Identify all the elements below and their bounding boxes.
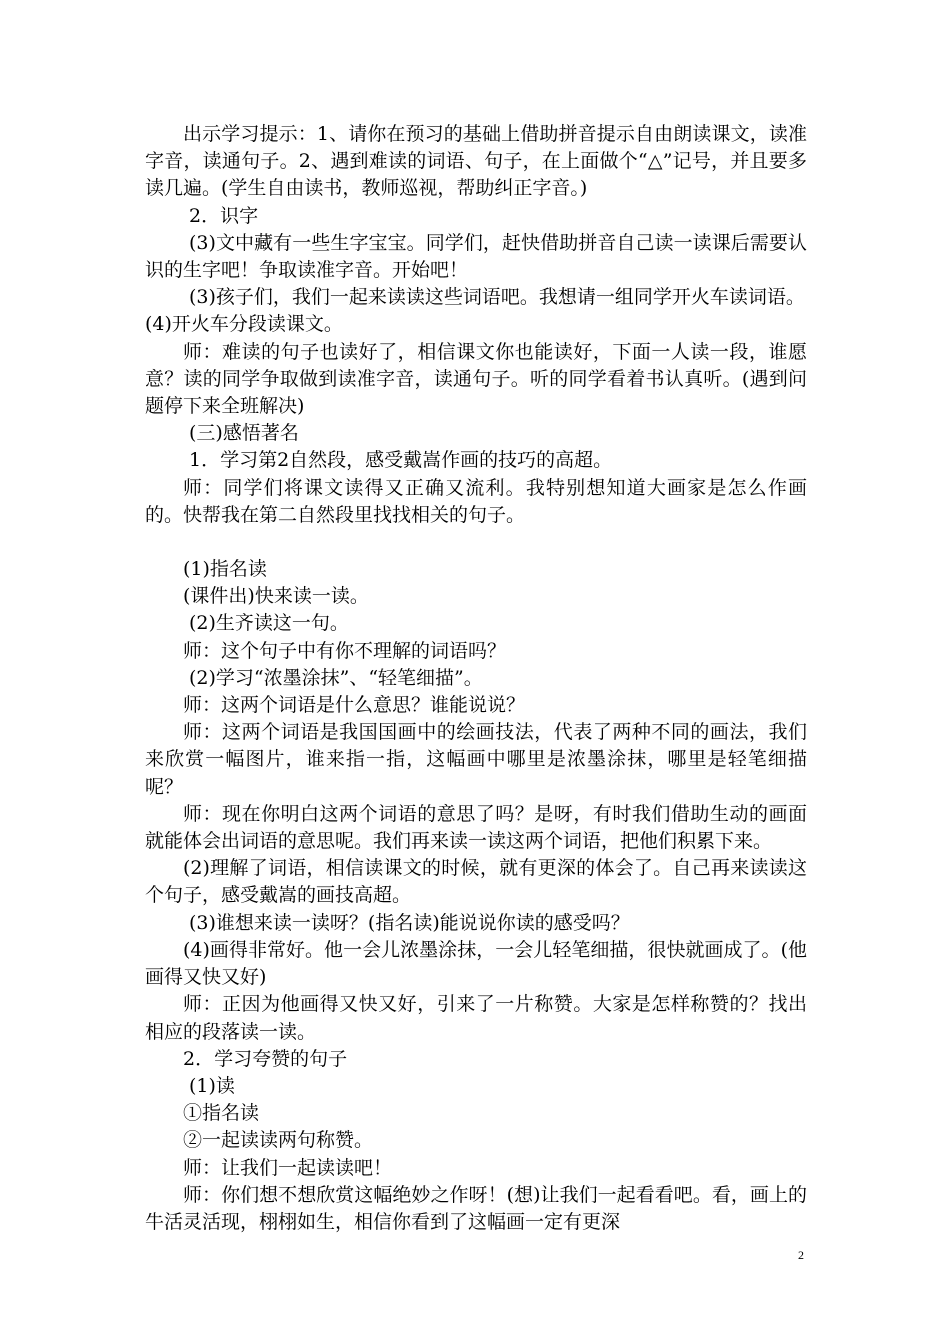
paragraph: ①指名读 [183,1102,260,1125]
paragraph: (3)孩子们，我们一起来读读这些词语吧。我想请一组同学开火车读词语。 [189,286,805,309]
paragraph: 师：这两个词语是什么意思？谁能说说？ [183,694,526,717]
paragraph: 师：正因为他画得又快又好，引来了一片称赞。大家是怎样称赞的？找出相应的段落读一读。 [145,993,807,1043]
page-number: 2 [798,1248,804,1262]
section-heading: (三)感悟著名 [189,422,299,445]
paragraph: 师：你们想不想欣赏这幅绝妙之作呀！(想)让我们一起看看吧。看，画上的牛活灵活现，栩栩如生，相信你看到了这幅画一定有更深 [145,1183,807,1233]
paragraph: (4)画得非常好。他一会儿浓墨涂抹，一会儿轻笔细描，很快就画成了。(他画得又快又好) [145,938,807,989]
paragraph: (4)开火车分段读课文。 [145,313,343,336]
paragraph: ②一起读读两句称赞。 [183,1129,374,1152]
paragraph: 师：让我们一起读读吧！ [183,1156,393,1179]
paragraph: (1)指名读 [183,558,267,581]
body-text [145,121,807,1236]
paragraph: 师：同学们将课文读得又正确又流利。我特别想知道大画家是怎么作画的。快帮我在第二自然段里找找相关的句子。 [145,476,807,526]
paragraph: (1)读 [189,1074,235,1097]
paragraph: 师：这两个词语是我国国画中的绘画技法，代表了两种不同的画法，我们来欣赏一幅图片，谁来指一指，这幅画中哪里是浓墨涂抹，哪里是轻笔细描呢？ [145,721,807,798]
section-heading: 2．识字 [189,204,259,227]
paragraph: (课件出)快来读一读。 [183,585,369,608]
paragraph: (3)文中藏有一些生字宝宝。同学们，赶快借助拼音自己读一读课后需要认识的生字吧！争取读准字音。开始吧！ [145,231,807,282]
paragraph: (2)理解了词语，相信读课文的时候，就有更深的体会了。自己再来读读这个句子，感受戴嵩的画技高超。 [145,857,807,907]
paragraph: 师：难读的句子也读好了，相信课文你也能读好，下面一人读一段，谁愿意？读的同学争取做到读准字音，读通句子。听的同学看着书认真听。(遇到问题停下来全班解决) [145,340,807,418]
paragraph-hint: 出示学习提示：1、请你在预习的基础上借助拼音提示自由朗读课文，读准字音，读通句子。2、遇到难读的词语、句子，在上面做个“△”记号，并且要多读几遍。(学生自由读书，教师巡视，帮助纠正字音。) [145,123,807,200]
paragraph: (2)生齐读这一句。 [189,612,349,635]
blank-line [145,529,807,556]
section-heading: 1．学习第2自然段，感受戴嵩作画的技巧的高超。 [189,449,613,472]
section-heading: 2．学习夸赞的句子 [183,1047,348,1070]
paragraph: (3)谁想来读一读呀？(指名读)能说说你读的感受吗？ [189,911,630,934]
paragraph: 师：现在你明白这两个词语的意思了吗？是呀，有时我们借助生动的画面就能体会出词语的意思呢。我们再来读一读这两个词语，把他们积累下来。 [145,802,807,853]
paragraph: 师：这个句子中有你不理解的词语吗？ [183,639,507,662]
paragraph: (2)学习“浓墨涂抹”、“轻笔细描”。 [189,666,483,689]
